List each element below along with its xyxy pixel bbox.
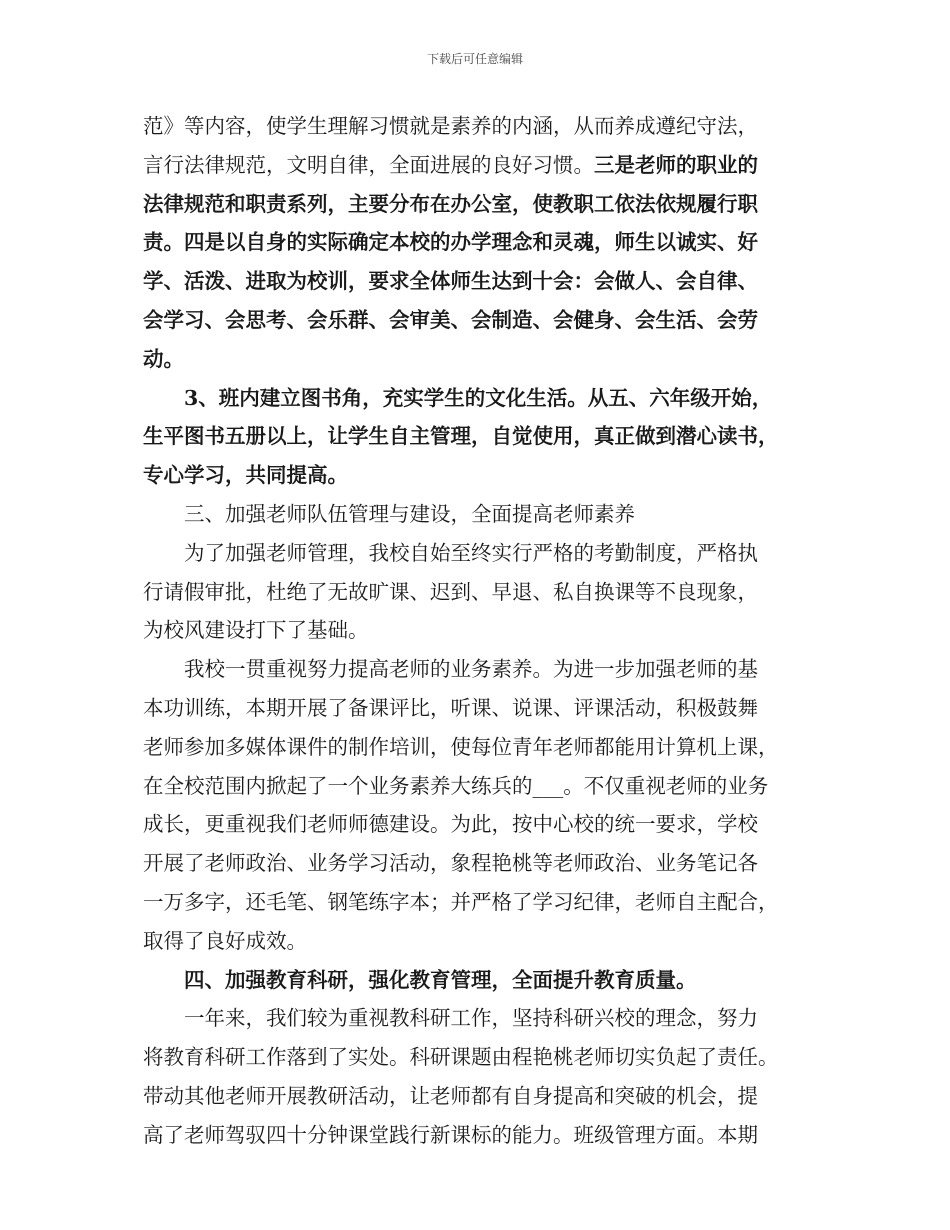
text-line [143, 805, 823, 844]
text-line [143, 611, 823, 650]
text-line [143, 495, 823, 534]
text-line [143, 650, 823, 689]
bold-text-segment: 学、活泼、进取为校训，要求全体师生达到十会：会做人、会自律、 [143, 269, 758, 294]
bold-text-segment: 专心学习，共同提高。 [143, 463, 348, 488]
text-line [143, 689, 823, 728]
text-segment: 范》等内容，使学生理解习惯就是素养的内涵，从而养成遵纪守法， [143, 114, 758, 138]
text-line [143, 573, 823, 612]
text-line [143, 107, 823, 146]
text-line [143, 456, 823, 495]
text-line [143, 146, 823, 185]
bold-text-segment: 责。四是以自身的实际确定本校的办学理念和灵魂，师生以诚实、好 [143, 230, 758, 255]
text-segment: 行请假审批，杜绝了无故旷课、迟到、早退、私自换课等不良现象， [143, 579, 758, 604]
text-segment: 一年来，我们较为重视教科研工作，坚持科研兴校的理念，努力 [184, 1006, 758, 1031]
bold-text-segment: 法律规范和职责系列，主要分布在办公室，使教职工依法依规履行职 [143, 191, 758, 216]
text-line [143, 922, 823, 961]
text-segment: 带动其他老师开展教研活动，让老师都有自身提高和突破的机会，提 [143, 1083, 758, 1108]
text-line [143, 1077, 823, 1116]
text-line [143, 1116, 823, 1155]
page-header: 下载后可任意编辑 [426, 52, 523, 66]
bold-text-segment: 四、加强教育科研，强化教育管理，全面提升教育质量。 [184, 967, 697, 992]
text-line [143, 883, 823, 922]
text-segment: 我校一贯重视努力提高老师的业务素养。为进一步加强老师的基 [184, 657, 758, 682]
document-body [143, 107, 823, 1155]
text-segment: 本功训练，本期开展了备课评比，听课、说课、评课活动，积极鼓舞 [143, 695, 758, 720]
bold-text-segment: 3、班内建立图书角，充实学生的文化生活。从五、六年级开始， [184, 385, 773, 410]
text-segment: 成长，更重视我们老师师德建设。为此，按中心校的统一要求，学校 [143, 812, 758, 837]
text-line [143, 301, 823, 340]
text-line [143, 379, 823, 418]
text-line [143, 223, 823, 262]
text-line [143, 728, 823, 767]
text-segment: 老师参加多媒体课件的制作培训，使每位青年老师都能用计算机上课， [143, 734, 779, 759]
text-line [143, 767, 823, 806]
text-segment: 为校风建设打下了基础。 [143, 618, 369, 643]
text-segment: 将教育科研工作落到了实处。科研课题由程艳桃老师切实负起了责任。 [143, 1045, 779, 1070]
text-line [143, 844, 823, 883]
bold-text-segment: 会学习、会思考、会乐群、会审美、会制造、会健身、会生活、会劳 [143, 307, 758, 332]
text-segment: 为了加强老师管理，我校自始至终实行严格的考勤制度，严格执 [184, 540, 758, 565]
bold-text-segment: 生平图书五册以上，让学生自主管理，自觉使用，真正做到潜心读书， [143, 424, 779, 449]
text-line [143, 185, 823, 224]
text-line [143, 417, 823, 456]
text-segment: 三、加强老师队伍管理与建设，全面提高老师素养 [184, 501, 635, 526]
text-line [143, 999, 823, 1038]
text-line [143, 534, 823, 573]
text-segment: 取得了良好成效。 [143, 928, 307, 953]
text-line [143, 262, 823, 301]
bold-text-segment: 动。 [143, 346, 184, 371]
text-segment: 言行法律规范，文明自律，全面进展的良好习惯。 [143, 152, 594, 177]
text-line [143, 961, 823, 1000]
text-line [143, 340, 823, 379]
text-segment: 开展了老师政治、业务学习活动，象程艳桃等老师政治、业务笔记各 [143, 851, 758, 876]
text-segment: 高了老师驾驭四十分钟课堂践行新课标的能力。班级管理方面。本期 [143, 1122, 758, 1147]
text-segment: 一万多字，还毛笔、钢笔练字本；并严格了学习纪律，老师自主配合， [143, 889, 779, 914]
bold-text-segment: 三是老师的职业的 [594, 152, 758, 177]
text-segment: 在全校范围内掀起了一个业务素养大练兵的___。不仅重视老师的业务 [143, 773, 769, 798]
text-line [143, 1038, 823, 1077]
